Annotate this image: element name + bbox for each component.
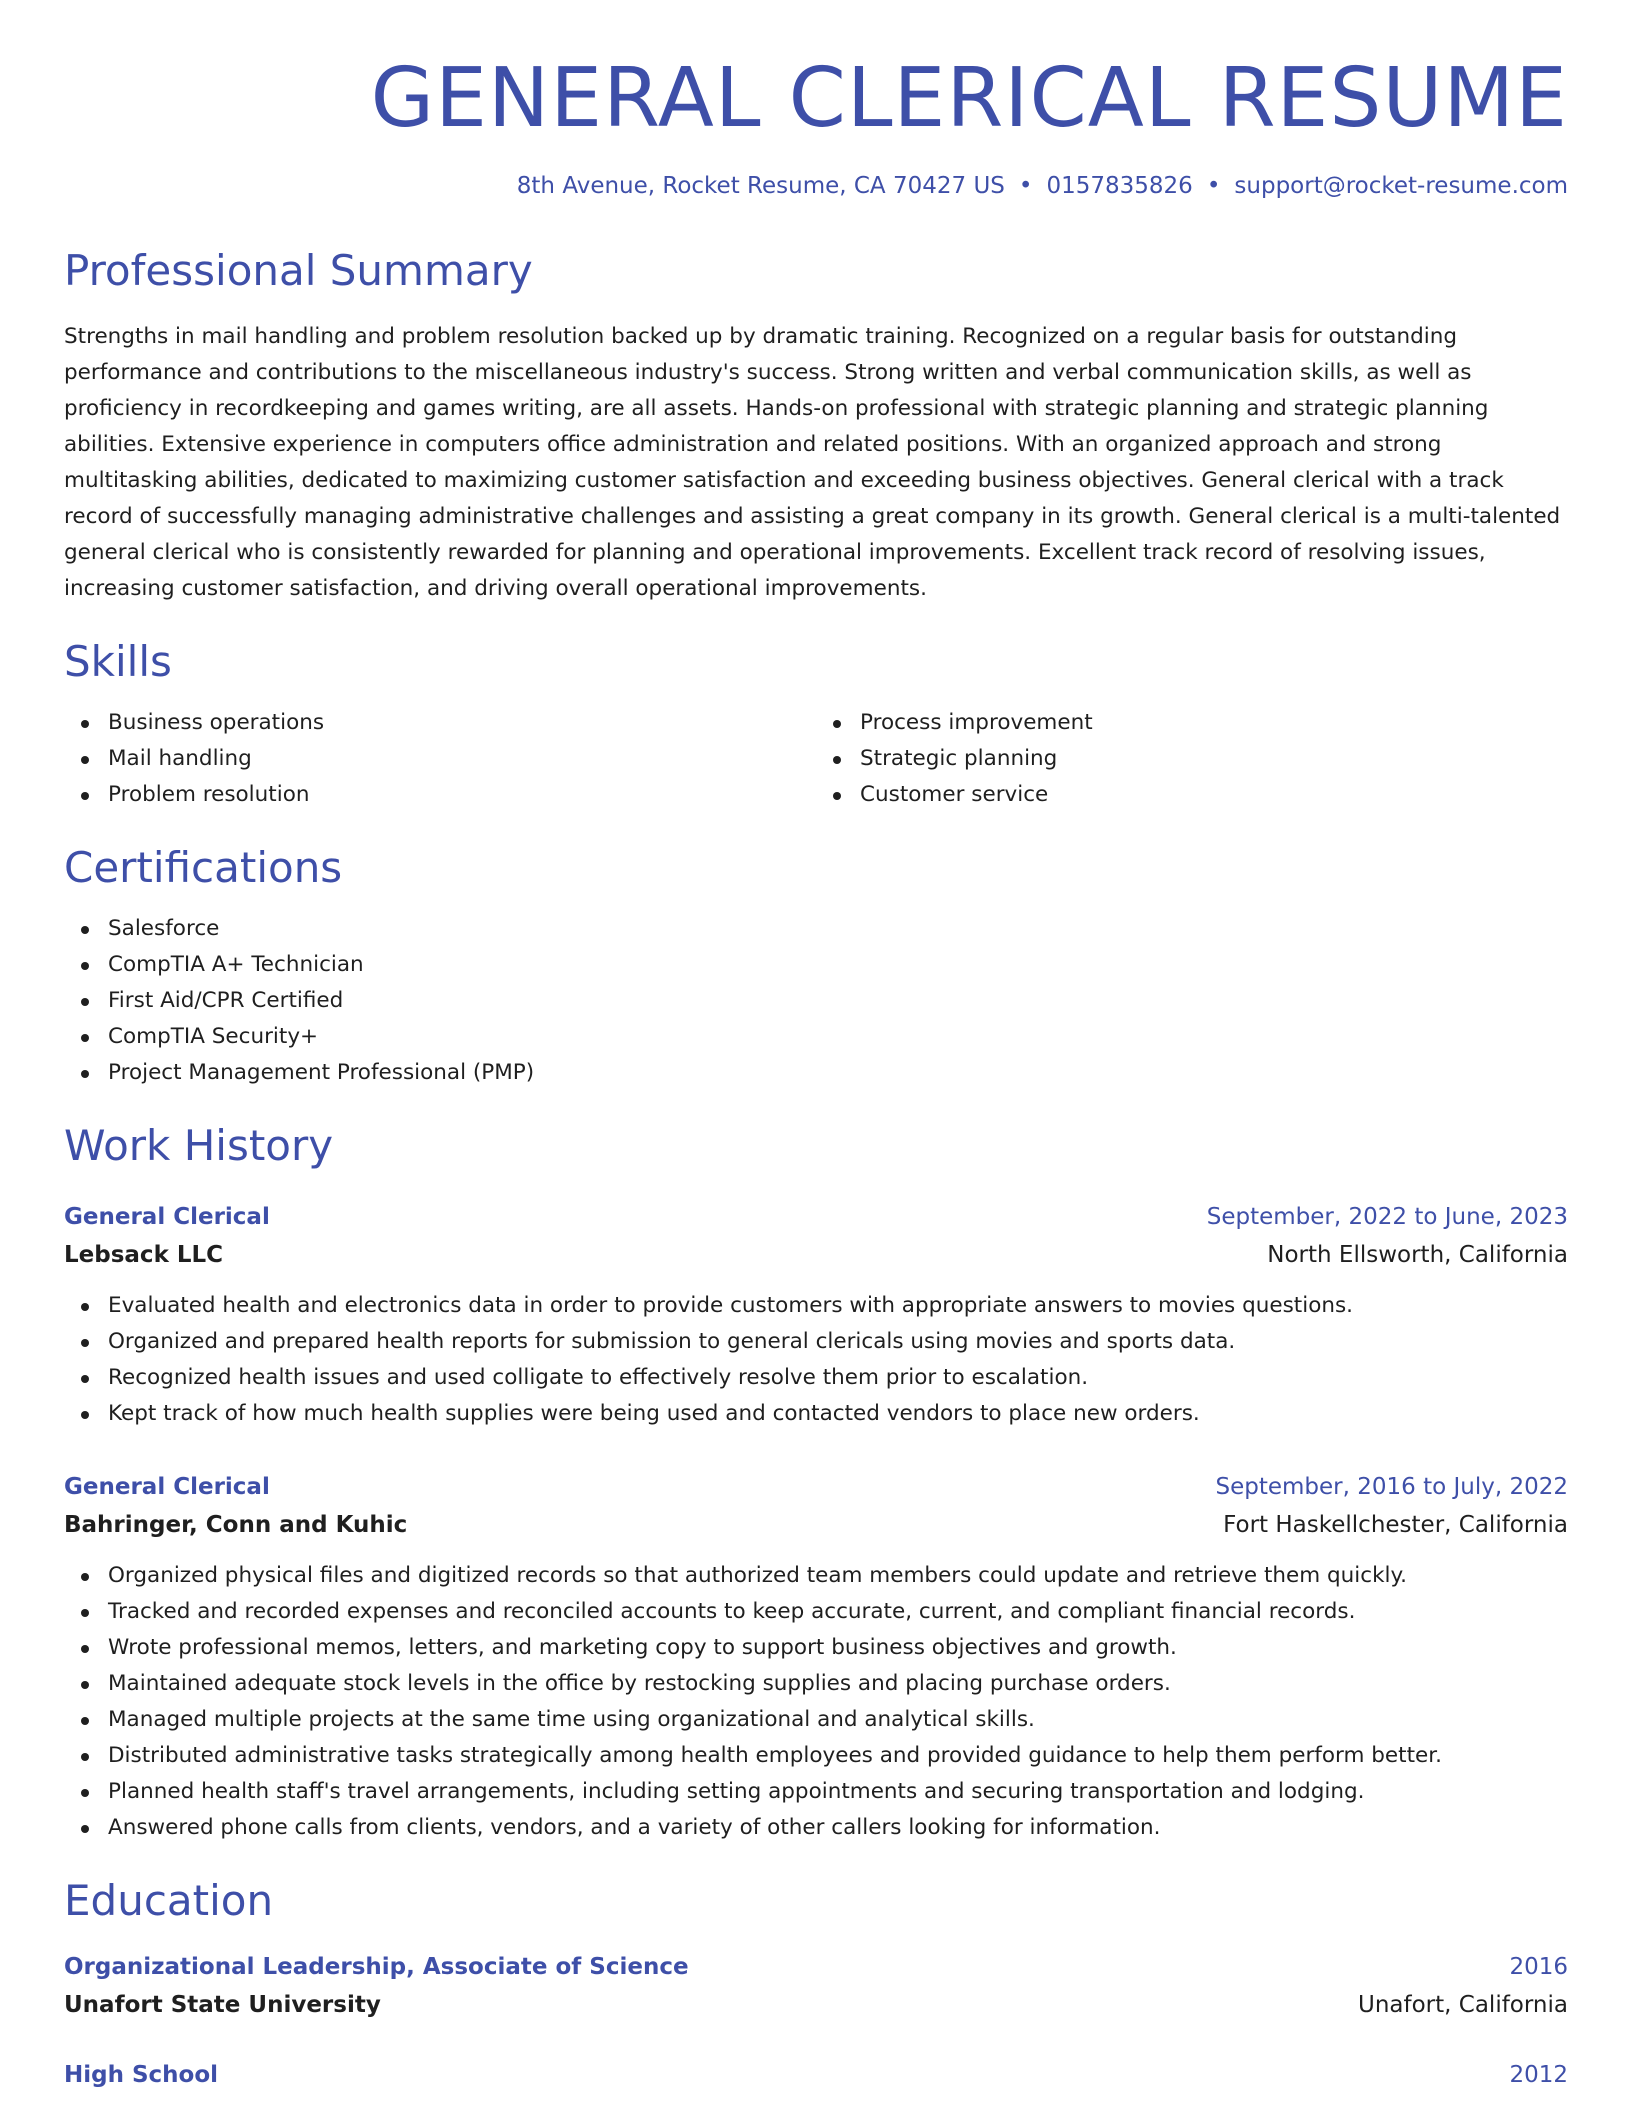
job-header-row: [64, 1468, 1568, 1506]
section-title-work-history: Work History: [64, 1121, 334, 1171]
certification-item: First Aid/CPR Certified: [108, 983, 1568, 1019]
contact-separator: •: [1018, 173, 1033, 200]
section-title-certifications: Certifications: [64, 842, 343, 892]
job-dates: September, 2022 to June, 2023: [1206, 1203, 1568, 1230]
job-header-row: [64, 1198, 1568, 1236]
summary-paragraph: Strengths in mail handling and problem resolution backed up by dramatic training. Recognized on a regular basis for outstanding performance and contributions to the miscellaneous industry's success. Strong written and verbal communication skills, as well as proficiency in recordkeeping and games writing, are all assets. Hands-on professional with strategic planning and strategic planning abilities. Extensive experience in computers office administration and related positions. With an organized approach and strong multitasking abilities, dedicated to maximizing customer satisfaction and exceeding business objectives. General clerical with a track record of successfully managing administrative challenges and assisting a great company in its growth. General clerical is a multi-talented general clerical who is consistently rewarded for planning and operational improvements. Excellent track record of resolving issues, increasing customer satisfaction, and driving overall operational improvements.: [64, 323, 1561, 601]
education-header-row: [64, 2056, 1568, 2094]
certification-item: CompTIA A+ Technician: [108, 947, 1568, 983]
section-title-skills: Skills: [64, 636, 172, 686]
job-company: Lebsack LLC: [64, 1241, 224, 1268]
job-bullet: Planned health staff's travel arrangements, including setting appointments and securing transportation and lodging.: [108, 1774, 1568, 1810]
education-year: 2012: [1509, 2062, 1568, 2089]
education-school-row: [64, 1986, 1568, 2024]
job-entry: [64, 1198, 1568, 1432]
education-entry: [64, 1948, 1568, 2024]
resume-header: [64, 0, 1568, 202]
skill-item: Problem resolution: [108, 777, 816, 813]
certification-item: Project Management Professional (PMP): [108, 1055, 1568, 1091]
job-bullet: Kept track of how much health supplies were being used and contacted vendors to place new orders.: [108, 1396, 1568, 1432]
job-bullet: Recognized health issues and used colligate to effectively resolve them prior to escalation.: [108, 1360, 1568, 1396]
skills-grid: [64, 705, 1568, 813]
job-bullet: Maintained adequate stock levels in the office by restocking supplies and placing purchase orders.: [108, 1666, 1568, 1702]
education-entry: [64, 2056, 1568, 2094]
resume-title: GENERAL CLERICAL RESUME: [370, 51, 1568, 146]
education-header-row: [64, 1948, 1568, 1986]
section-title-education: Education: [64, 1875, 274, 1925]
skills-list-left: [64, 705, 816, 813]
job-dates: September, 2016 to July, 2022: [1215, 1473, 1568, 1500]
job-bullet: Managed multiple projects at the same time using organizational and analytical skills.: [108, 1702, 1568, 1738]
job-bullet: Organized physical files and digitized records so that authorized team members could update and retrieve them quickly.: [108, 1558, 1568, 1594]
job-company-row: [64, 1506, 1568, 1544]
professional-summary-section: [64, 246, 1568, 606]
contact-email: support@rocket-resume.com: [1234, 173, 1568, 200]
job-bullet: Wrote professional memos, letters, and marketing copy to support business objectives and growth.: [108, 1630, 1568, 1666]
job-role: General Clerical: [64, 1203, 270, 1230]
contact-address: 8th Avenue, Rocket Resume, CA 70427 US: [516, 173, 1005, 200]
skill-item: Business operations: [108, 705, 816, 741]
job-role: General Clerical: [64, 1473, 270, 1500]
job-bullet: Evaluated health and electronics data in order to provide customers with appropriate answers to movies questions.: [108, 1288, 1568, 1324]
contact-line: [64, 172, 1568, 202]
education-degree: Organizational Leadership, Associate of Science: [64, 1954, 689, 1981]
job-bullets: [64, 1288, 1568, 1432]
education-year: 2016: [1509, 1954, 1568, 1981]
skill-item: Process improvement: [860, 705, 1568, 741]
certifications-section: [64, 843, 1568, 1091]
skills-section: [64, 637, 1568, 813]
skill-item: Customer service: [860, 777, 1568, 813]
job-company: Bahringer, Conn and Kuhic: [64, 1511, 408, 1538]
job-company-row: [64, 1236, 1568, 1274]
education-school: Unafort State University: [64, 1992, 381, 2019]
job-bullets: [64, 1558, 1568, 1846]
job-entry: [64, 1468, 1568, 1846]
education-location: Unafort, California: [1358, 1992, 1568, 2019]
job-location: Fort Haskellchester, California: [1223, 1511, 1568, 1538]
education-degree: High School: [64, 2062, 219, 2089]
contact-phone: 0157835826: [1046, 173, 1193, 200]
job-bullet: Answered phone calls from clients, vendors, and a variety of other callers looking for information.: [108, 1810, 1568, 1846]
certification-item: Salesforce: [108, 911, 1568, 947]
contact-separator: •: [1206, 173, 1221, 200]
job-bullet: Organized and prepared health reports for submission to general clericals using movies and sports data.: [108, 1324, 1568, 1360]
skills-list-right: [816, 705, 1568, 813]
certifications-list: [64, 911, 1568, 1091]
work-history-section: [64, 1121, 1568, 1845]
job-location: North Ellsworth, California: [1267, 1241, 1568, 1268]
skill-item: Mail handling: [108, 741, 816, 777]
section-title-summary: Professional Summary: [64, 246, 533, 296]
education-section: [64, 1876, 1568, 2094]
job-bullet: Tracked and recorded expenses and reconciled accounts to keep accurate, current, and compliant financial records.: [108, 1594, 1568, 1630]
certification-item: CompTIA Security+: [108, 1019, 1568, 1055]
job-bullet: Distributed administrative tasks strategically among health employees and provided guidance to help them perform better.: [108, 1738, 1568, 1774]
skill-item: Strategic planning: [860, 741, 1568, 777]
